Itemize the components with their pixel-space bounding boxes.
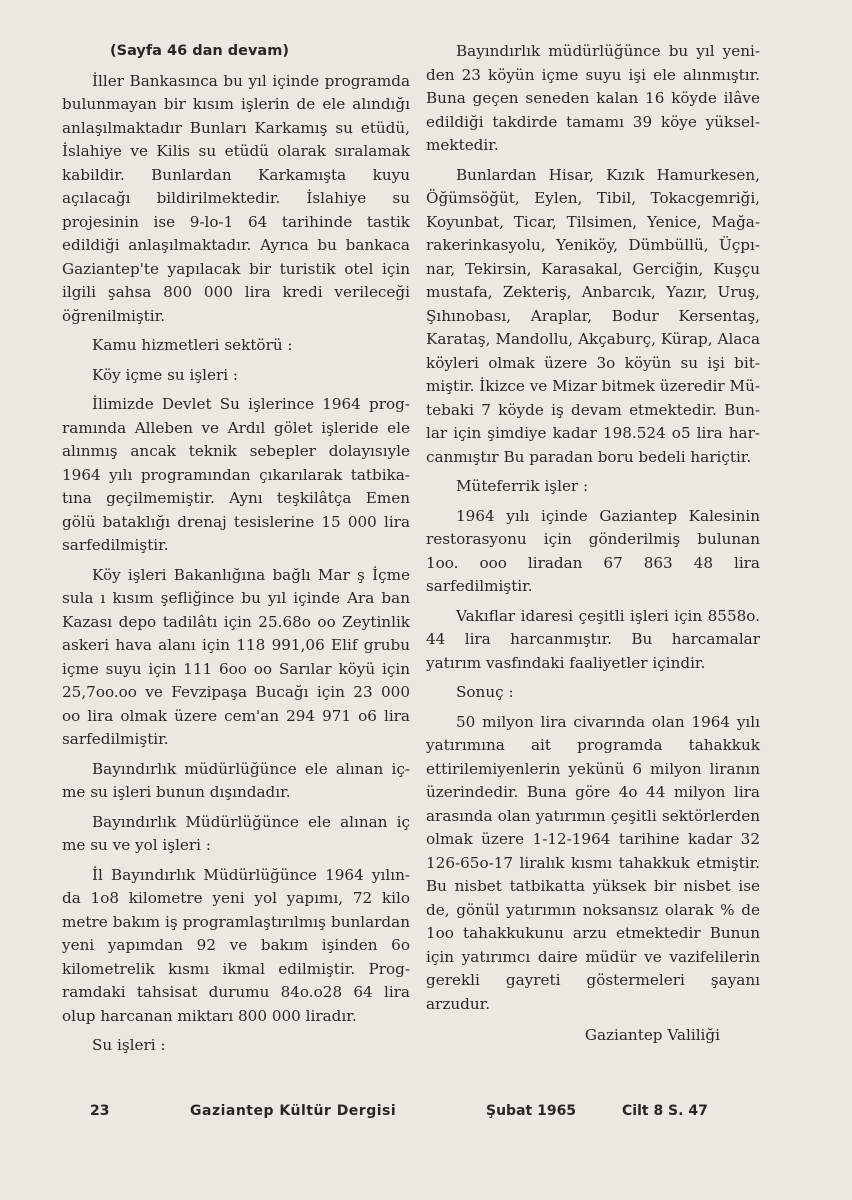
signature: Gaziantep Valiliği [584,1026,720,1044]
paragraph-kale-restorasyon: 1964 yılı içinde Gaziantep Kalesinin restorasyonu için gönderilmiş bulunan 1oo. ooo liradan 67 863 48 lira sarfedilmiştir. [426,506,760,595]
right-column [426,40,760,1054]
page-footer [0,1103,852,1127]
paragraph-bayindirlik-icme-su: Bayındırlık müdürlüğünce ele alınan içme su işleri bunun dışındadır. [62,759,410,801]
paragraph-vakiflar: Vakıflar idaresi çeşitli işleri için 8558o. 44 lira harcanmıştır. Bu harcamalar yatırım vasfındaki faaliyetler içindir. [426,606,760,672]
page-number: 23 [90,1103,110,1119]
section-heading-su-isleri: Su işleri : [92,1036,166,1054]
paragraph-devlet-su: İlimizde Devlet Su işlerince 1964 programında Alleben ve Ardıl gölet işleride ele alınmış ancak teknik sebepler dolayısıyle 1964 yılı programından çıkarılarak tatbikatına geçilmemiştir. Aynı teşkilâtça Emen gölü bataklığı drenaj tesislerine 15 000 lira sarfedilmiştir. [62,395,410,554]
left-column [62,40,410,1064]
journal-title: Gaziantep Kültür Dergisi [190,1103,397,1119]
paragraph-yol-yapimi: İl Bayındırlık Müdürlüğünce 1964 yılında 1o8 kilometre yeni yol yapımı, 72 kilo metre bakım iş programlaştırılmış bunlardan yeni yapımdan 92 ve bakım işinden 6o kilometrelik kısmı ikmal edilmiştir. Programdaki tahsisat durumu 84o.o28 64 lira olup harcanan miktarı 800 000 liradır. [62,865,410,1025]
paragraph-23-koy: Bayındırlık müdürlüğünce bu yıl yeniden 23 köyün içme suyu işi ele alınmıştır. Buna geçen seneden kalan 16 köyde ilâve edildiği takdirde tamamı 39 köye yükselmektedir. [426,42,760,154]
issue-date: Şubat 1965 [486,1103,577,1119]
paragraph-sonuc: 50 milyon lira civarında olan 1964 yılı yatırımına ait programda tahakkuk ettirilemiyenlerin yekünü 6 milyon liranın üzerindedir. Buna göre 4o 44 milyon lira arasında olan yatırımın çeşitli sektörlerden olmak üzere 1-12-1964 tarihine kadar 32 126-65o-17 liralık kısmı tahakkuk etmiştir. Bu nisbet tatbikatta yüksek bir nisbet ise de, gönül yatırımın noksansız olarak % de 1oo tahakkukunu arzu etmektedir Bunun için yatırımcı daire müdür ve vazifelilerin gerekli gayreti göstermeleri şayanı arzudur. [426,712,760,1013]
paragraph-koy-listesi: Bunlardan Hisar, Kızık Hamurkesen, Öğümsöğüt, Eylen, Tibil, Tokacgemriği, Koyunbat, Ticar, Tilsimen, Yenice, Mağarakerinkasyolu, Yeniköy, Dümbüllü, Üçpınar, Tekirsin, Karasakal, Gerciğin, Kuşçu mustafa, Zekteriş, Anbarcık, Yazır, Uruş, Şıhınobası, Araplar, Bodur Kersentaş, Karataş, Mandollu, Akçaburç, Kürap, Alaca köyleri olmak üzere 3o köyün su işi bitmiştir. İkizce ve Mizar bitmek üzeredir Mütebaki 7 köyde iş devam etmektedir. Bunlar için şimdiye kadar 198.524 o5 lira harcanmıştır Bu paradan boru bedeli hariçtir. [426,165,760,466]
section-heading-icme-su-yol: Bayındırlık Müdürlüğünce ele alınan iç me su ve yol işleri : [62,812,410,854]
section-heading-sonuc: Sonuç : [456,683,514,701]
paragraph-koy-isleri: Köy işleri Bakanlığına bağlı Mar ş İçme sula ı kısım şefliğince bu yıl içinde Ara ban Kazası depo tadilâtı için 25.68o oo Zeytinlik askeri hava alanı için 118 991,06 Elif grubu içme suyu için 111 6oo oo Sarılar köyü için 25,7oo.oo ve Fevzipaşa Bucağı için 23 000 oo lira olmak üzere cem'an 294 971 o6 lira sarfedilmiştir. [62,565,410,748]
paragraph-iller-bankasi: İller Bankasınca bu yıl içinde programda bulunmayan bir kısım işlerin de ele alındığı anlaşılmaktadır Bunları Karkamış su etüdü, İslahiye ve Kilis su etüdü olarak sıralamak kabildir. Bunlardan Karkamışta kuyu açılacağı bildirilmektedir. İslahiye su projesinin ise 9-lo-1 64 tarihinde tastik edildiği anlaşılmaktadır. Ayrıca bu bankaca Gaziantep'te yapılacak bir turistik otel için ilgili şahsa 800 000 lira kredi verileceği öğrenilmiştir. [62,71,410,325]
volume-issue: Cilt 8 S. 47 [622,1103,708,1119]
section-heading-koy-icme-su: Köy içme su işleri : [92,365,239,384]
section-heading-kamu: Kamu hizmetleri sektörü : [92,336,293,354]
section-heading-muteferrik: Müteferrik işler : [456,477,589,495]
continuation-heading: (Sayfa 46 dan devam) [110,43,289,59]
